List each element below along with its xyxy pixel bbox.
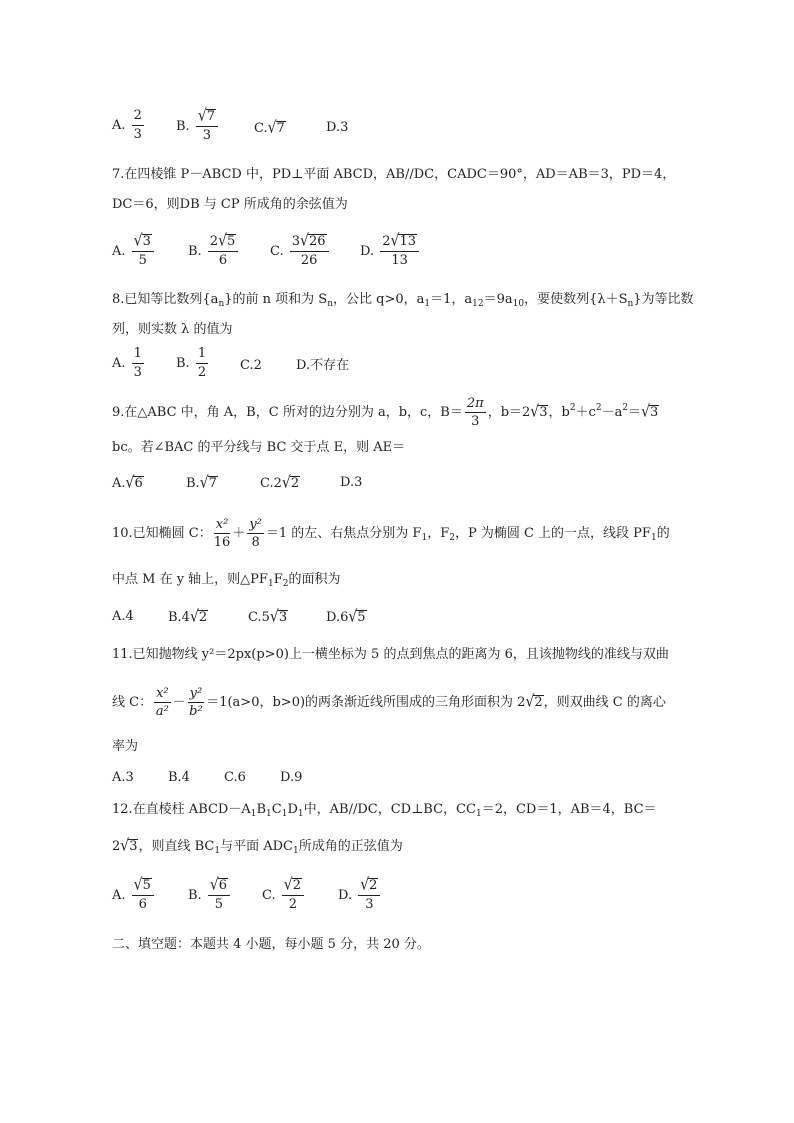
q8-option-d: D.不存在 — [296, 358, 350, 373]
q8-option-c: C.2 — [240, 358, 262, 373]
q6-option-c: C.√7 — [254, 108, 286, 148]
q9-option-d: D.3 — [340, 475, 363, 490]
fraction: $\frac{√7}{3}$ — [196, 108, 218, 144]
q9-option-b: B.√7 — [186, 473, 217, 493]
q9-stem-line2: bc。若∠BAC 的平分线与 BC 交于点 E，则 AE＝ — [112, 440, 406, 455]
q7-option-c: C. $\frac{3√26}{26}$ — [270, 233, 329, 273]
q8-stem-line2: 列，则实数 λ 的值为 — [112, 322, 233, 337]
q7-stem-line1: 7.在四棱锥 P－ABCD 中，PD⊥平面 ABCD，AB//DC，CADC＝90°，AD＝AB＝3，PD＝4， — [112, 167, 676, 182]
q10-stem-line2: 中点 M 在 y 轴上，则$\triangle PF_1F_2$的面积为 — [112, 572, 341, 589]
sqrt: √7 — [267, 118, 285, 138]
section2-heading: 二、填空题：本题共 4 小题，每小题 5 分，共 20 分。 — [112, 937, 430, 952]
q6-option-d: D.3 — [326, 120, 349, 135]
q12-option-b: B. $\frac{√6}{5}$ — [188, 877, 230, 917]
q10-stem-line1: 10.已知椭圆 C： $\frac{\text{x²}}{16}$ ＋ $\frac{\text{y²}}{8}$ ＝1 的左、右焦点分别为 $F_1$，$F_2$，P 为椭圆 C 上的一点，线段 $PF_1$的 — [112, 517, 670, 550]
fraction: $\frac{2}{3}$ — [133, 108, 142, 142]
q12-option-a: A. $\frac{√5}{6}$ — [112, 877, 154, 917]
q11-stem-line1: 11.已知抛物线 y²＝2px(p>0)上一横坐标为 5 的点到焦点的距离为 6，且该抛物线的准线与双曲 — [112, 647, 669, 662]
q8-option-b: B. $\frac{1}{2}$ — [176, 346, 207, 380]
q12-option-d: D. $\frac{√2}{3}$ — [338, 877, 380, 917]
q10-option-a: A.4 — [112, 609, 134, 624]
q11-stem-line2: 线 C： $\frac{\text{x²}}{\text{a²}}$ － $\frac{\text{y²}}{\text{b²}}$ ＝1(a>0，b>0)的两条渐近线所围成的三角形面积为 2√2，则双曲线 C 的离心 — [112, 686, 666, 719]
q7-option-a: A. $\frac{√3}{5}$ — [112, 233, 154, 273]
q12-stem-line2: 2√3，则直线 $BC_1$与平面 $ADC_1$所成角的正弦值为 — [112, 836, 403, 856]
q12-stem-line1: 12.在直棱柱 $ABCD-A_1B_1C_1D_1$中，AB//DC，CD⊥BC，$CC_1=2$，CD＝1，AB＝4，BC＝ — [112, 802, 657, 819]
q7-option-b: B. $\frac{2√5}{6}$ — [188, 233, 238, 273]
q9-option-a: A.√6 — [112, 473, 143, 493]
q10-option-b: B.4√2 — [168, 607, 208, 627]
q11-option-b: B.4 — [168, 770, 190, 785]
q8-stem-line1: 8.已知等比数列$\{a_n\}$的前 n 项和为 $S_n$，公比 q>0，$a_1=1$，$a_{12}=9a_{10}$，要使数列$\{\lambda+S_n\}$为等比数 — [112, 292, 694, 309]
q9-option-c: C.2√2 — [260, 473, 300, 493]
q6-option-b: B. $\frac{√7}{3}$ — [176, 108, 218, 148]
q10-option-c: C.5√3 — [248, 607, 288, 627]
q11-option-c: C.6 — [224, 770, 246, 785]
q7-stem-line2: DC＝6，则DB 与 CP 所成角的余弦值为 — [112, 197, 348, 212]
sqrt: √7 — [197, 106, 216, 126]
q10-option-d: D.6√5 — [326, 607, 366, 627]
q11-option-d: D.9 — [280, 770, 303, 785]
q6-option-a: A. $\frac{2}{3}$ — [112, 108, 142, 142]
q11-stem-line3: 率为 — [112, 739, 139, 754]
q9-stem-line1: 9.在△ABC 中，角 A，B，C 所对的边分别为 a，b，c，B＝ $\frac{2\pi}{3}$ ，b＝2√3，$b^2+c^2-a^2=√3$ — [112, 396, 659, 429]
q12-option-c: C. $\frac{√2}{2}$ — [262, 877, 304, 917]
q8-option-a: A. $\frac{1}{3}$ — [112, 346, 142, 380]
q7-option-d: D. $\frac{2√13}{13}$ — [360, 233, 419, 273]
q11-option-a: A.3 — [112, 770, 134, 785]
